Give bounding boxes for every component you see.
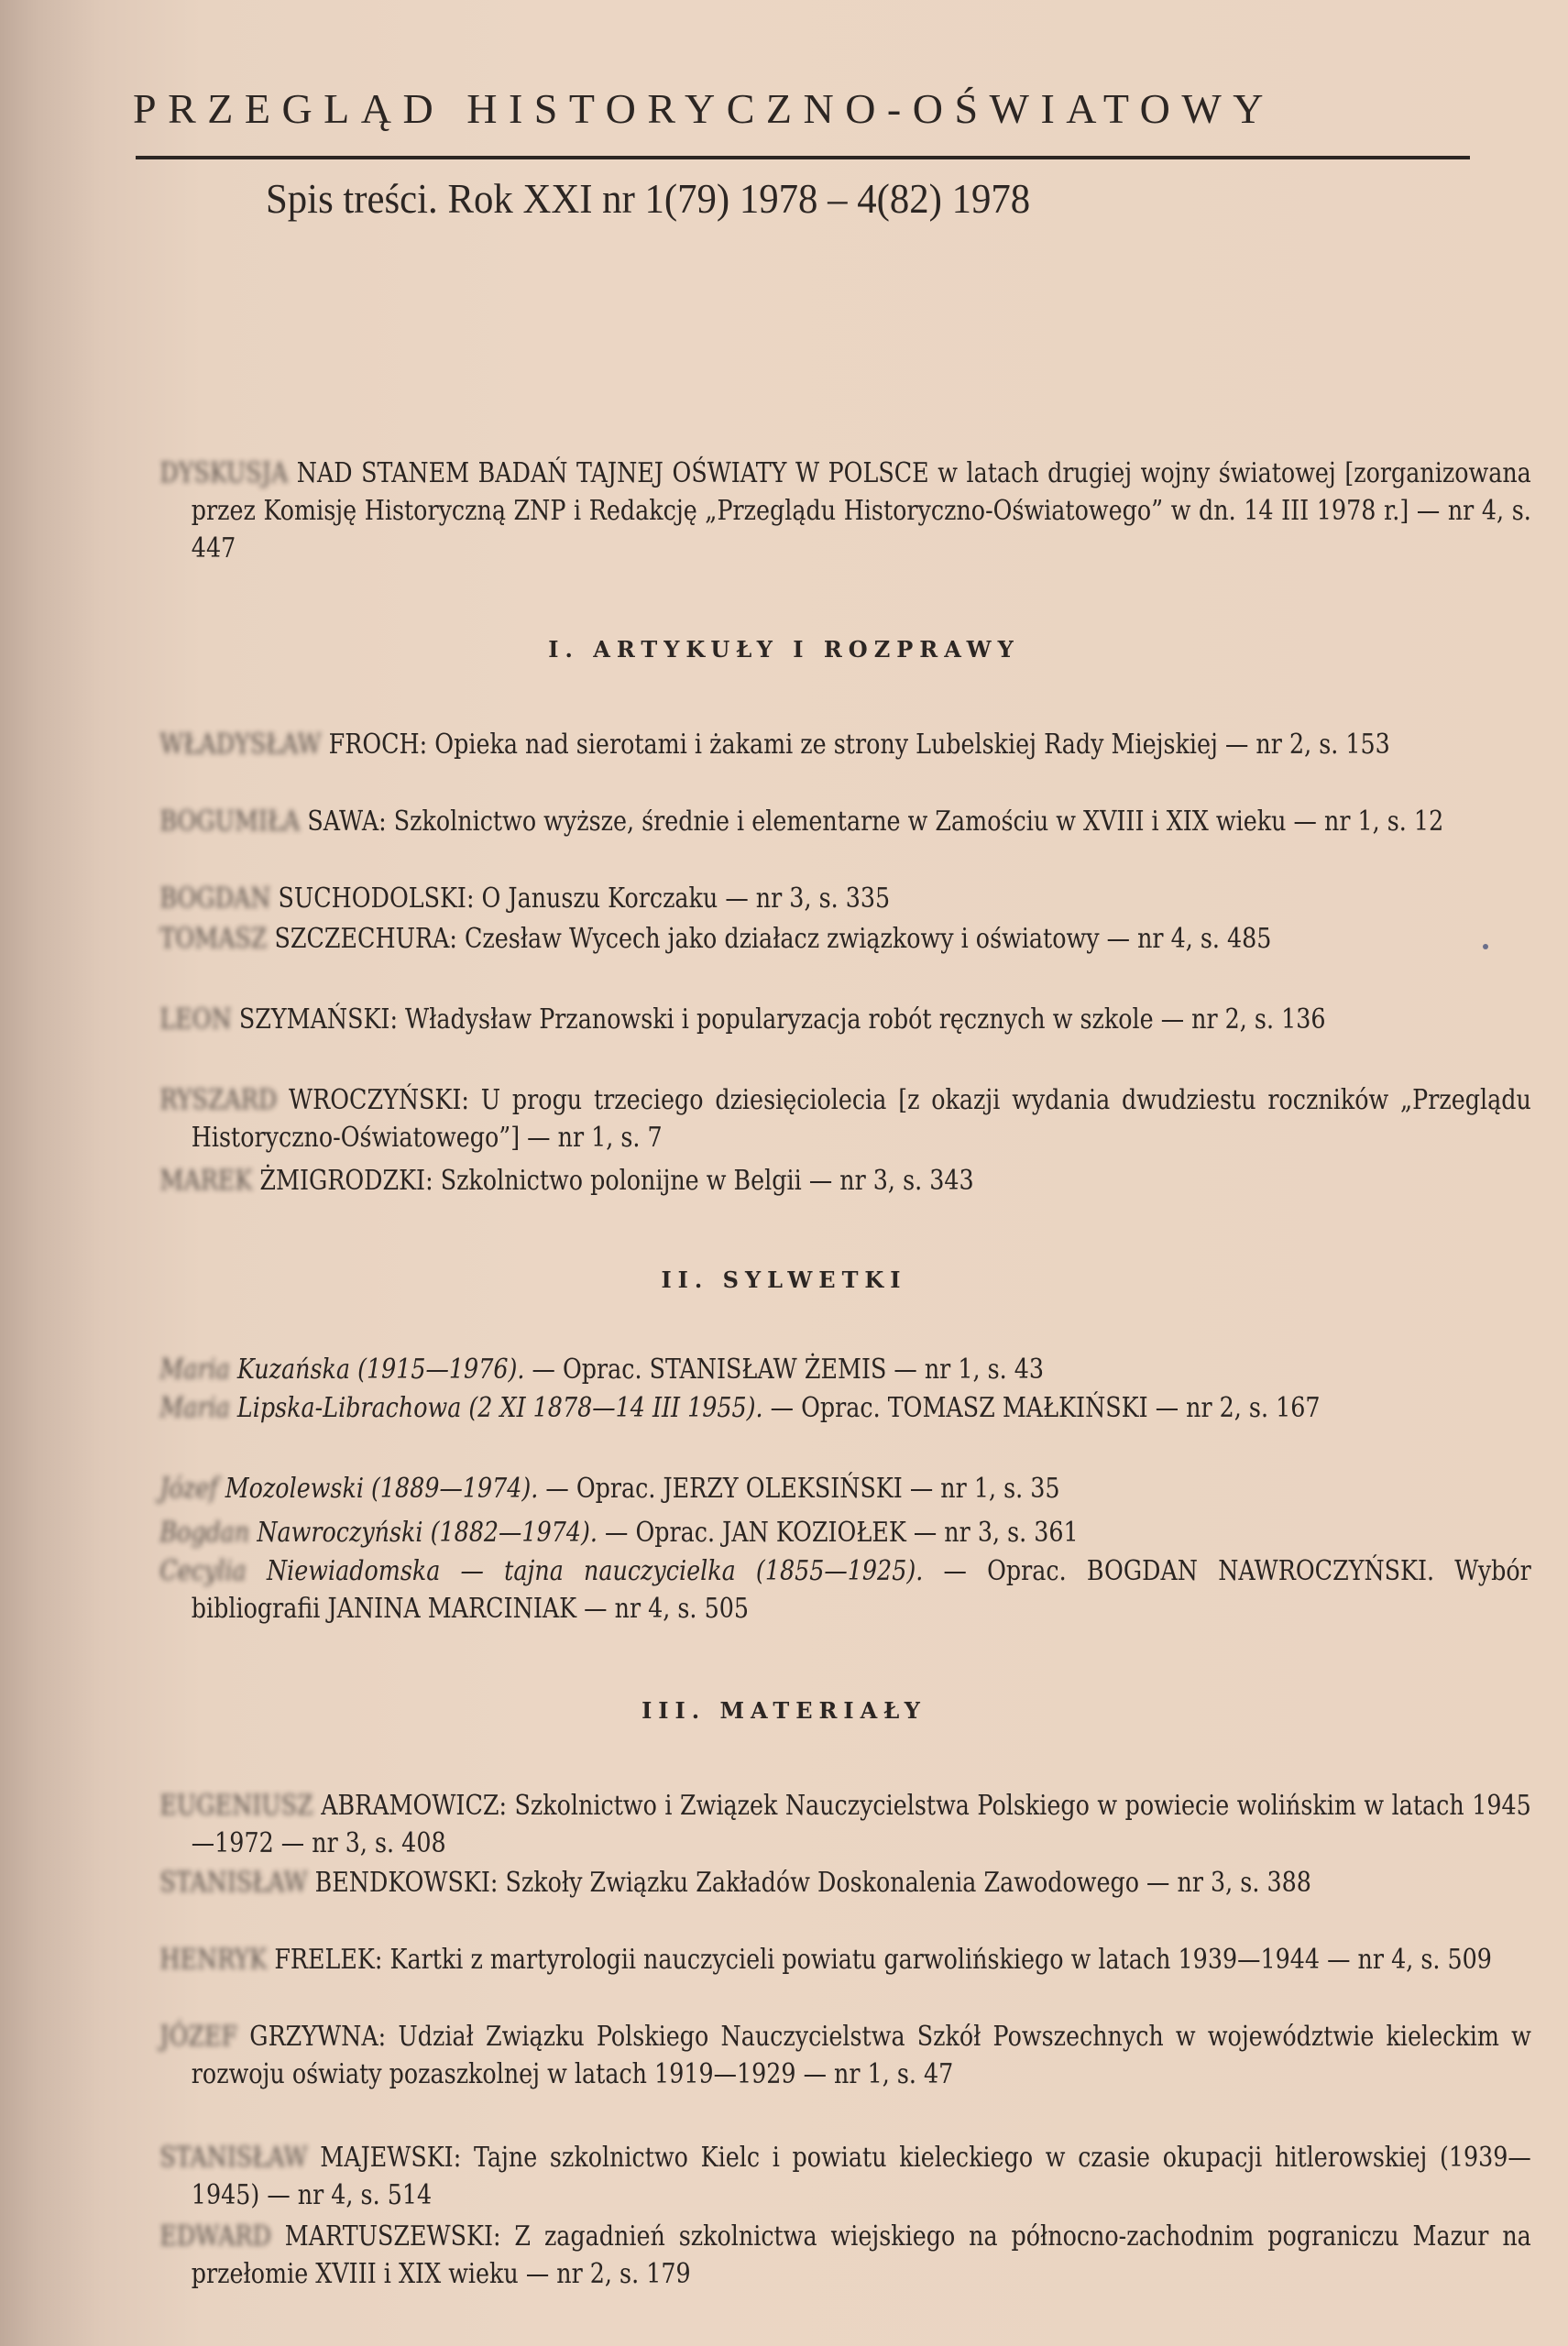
entry-text: SUCHODOLSKI: O Januszu Korczaku — nr 3, s. 335 bbox=[270, 882, 891, 914]
toc-entry bbox=[128, 1081, 1531, 1157]
toc-entry bbox=[128, 920, 1499, 958]
toc-entry bbox=[128, 803, 1499, 840]
entry-text: ŻMIGRODZKI: Szkolnictwo polonijne w Belgii — nr 3, s. 343 bbox=[252, 1165, 974, 1196]
toc-entry bbox=[128, 1864, 1499, 1902]
toc-entry bbox=[128, 1787, 1531, 1862]
toc-entry bbox=[128, 2139, 1531, 2214]
journal-title: PRZEGLĄD HISTORYCZNO-OŚWIATOWY bbox=[133, 85, 1276, 132]
title-rule bbox=[136, 156, 1470, 159]
entry-text: SZCZECHURA: Czesław Wycech jako działacz związkowy i oświatowy — nr 4, s. 485 bbox=[267, 923, 1272, 954]
subject-name: Nawroczyński (1882—1974). bbox=[249, 1517, 598, 1548]
entry-text: ABRAMOWICZ: Szkolnictwo i Związek Nauczycielstwa Polskiego w powiecie wolińskim w latach 1945—1972 — nr 3, s. 408 bbox=[191, 1790, 1531, 1858]
subject-name: Niewiadomska — tajna nauczycielka (1855—1925). bbox=[246, 1555, 924, 1586]
subject-first-name: Maria bbox=[159, 1392, 230, 1423]
author-first-name: STANISŁAW bbox=[159, 2142, 308, 2173]
author-first-name: BOGDAN bbox=[159, 882, 271, 914]
entry-text: — Oprac. BOGDAN NAWROCZYŃSKI. Wybór bibliografii JANINA MARCINIAK — nr 4, s. 505 bbox=[191, 1555, 1531, 1624]
subject-name: Lipska-Librachowa (2 XI 1878—14 III 1955). bbox=[229, 1392, 763, 1423]
author-first-name: MAREK bbox=[159, 1165, 253, 1196]
toc-entry bbox=[128, 1389, 1499, 1427]
toc-subtitle: Spis treści. Rok XXI nr 1(79) 1978 – 4(82) 1978 bbox=[266, 175, 1031, 222]
subject-first-name: Józef bbox=[159, 1473, 218, 1504]
entry-text: MAJEWSKI: Tajne szkolnictwo Kielc i powiatu kieleckiego w czasie okupacji hitlerowskiej (1939—1945) — nr 4, s. 514 bbox=[191, 2142, 1531, 2210]
section-heading-articles: I. ARTYKUŁY I ROZPRAWY bbox=[548, 636, 1020, 663]
toc-entry bbox=[128, 1552, 1531, 1628]
toc-entry bbox=[128, 726, 1499, 763]
toc-entry bbox=[128, 1941, 1499, 1979]
entry-text: GRZYWNA: Udział Związku Polskiego Nauczycielstwa Szkół Powszechnych w województwie kieleckim w rozwoju oświaty pozaszkolnej w latach 1919—1929 — nr 1, s. 47 bbox=[191, 2021, 1531, 2089]
section-heading-profiles: II. SYLWETKI bbox=[661, 1266, 907, 1293]
entry-text: WROCZYŃSKI: U progu trzeciego dziesięciolecia [z okazji wydania dwudziestu roczników „Przeglądu Historyczno-Oświatowego”] — nr 1, s. 7 bbox=[191, 1084, 1531, 1153]
author-first-name: RYSZARD bbox=[159, 1084, 278, 1115]
entry-text: BENDKOWSKI: Szkoły Związku Zakładów Doskonalenia Zawodowego — nr 3, s. 388 bbox=[307, 1867, 1311, 1898]
author-first-name: BOGUMIŁA bbox=[159, 806, 301, 837]
section-heading-materials: III. MATERIAŁY bbox=[641, 1697, 927, 1724]
ink-speck bbox=[1483, 944, 1488, 949]
toc-entry-discussion bbox=[128, 455, 1531, 567]
entry-text: — Oprac. JERZY OLEKSIŃSKI — nr 1, s. 35 bbox=[538, 1473, 1060, 1504]
entry-text: MARTUSZEWSKI: Z zagadnień szkolnictwa wiejskiego na północno-zachodnim pograniczu Mazur na przełomie XVIII i XIX wieku — nr 2, s. 179 bbox=[191, 2220, 1531, 2289]
toc-entry bbox=[128, 1351, 1499, 1388]
toc-entry bbox=[128, 1470, 1499, 1507]
subject-first-name: Cecylia bbox=[159, 1555, 247, 1586]
entry-text: — Oprac. TOMASZ MAŁKIŃSKI — nr 2, s. 167 bbox=[762, 1392, 1321, 1423]
subject-name: Mozolewski (1889—1974). bbox=[217, 1473, 539, 1504]
toc-entry bbox=[128, 1162, 1499, 1200]
subject-first-name: Maria bbox=[159, 1354, 230, 1385]
author-first-name: JÓZEF bbox=[159, 2021, 238, 2052]
author-first-name: LEON bbox=[159, 1003, 232, 1035]
author-first-name: WŁADYSŁAW bbox=[159, 729, 322, 760]
toc-entry bbox=[128, 1001, 1499, 1038]
author-first-name: STANISŁAW bbox=[159, 1867, 308, 1898]
author-first-name: HENRYK bbox=[159, 1944, 268, 1975]
entry-text: NAD STANEM BADAŃ TAJNEJ OŚWIATY W POLSCE w latach drugiej wojny światowej [zorganizowana przez Komisję Historyczną ZNP i Redakcję „Przeglądu Historyczno-Oświatowego” w dn. 14 III 1978 r.] — nr 4, s. 447 bbox=[191, 457, 1531, 564]
entry-lead-blurred: DYSKUSJA bbox=[159, 457, 289, 488]
author-first-name: TOMASZ bbox=[159, 923, 268, 954]
entry-text: — Oprac. STANISŁAW ŻEMIS — nr 1, s. 43 bbox=[524, 1354, 1045, 1385]
entry-text: SAWA: Szkolnictwo wyższe, średnie i elementarne w Zamościu w XVIII i XIX wieku — nr 1, s. 12 bbox=[300, 806, 1444, 837]
toc-entry bbox=[128, 2018, 1531, 2093]
entry-text: FRELEK: Kartki z martyrologii nauczycieli powiatu garwolińskiego w latach 1939—1944 — nr 4, s. 509 bbox=[267, 1944, 1492, 1975]
toc-entry bbox=[128, 2218, 1531, 2293]
subject-first-name: Bogdan bbox=[159, 1517, 250, 1548]
entry-text: SZYMAŃSKI: Władysław Przanowski i popularyzacja robót ręcznych w szkole — nr 2, s. 136 bbox=[231, 1003, 1326, 1035]
toc-entry bbox=[128, 1514, 1499, 1551]
subject-name: Kuzańska (1915—1976). bbox=[229, 1354, 525, 1385]
author-first-name: EDWARD bbox=[159, 2220, 271, 2252]
entry-text: FROCH: Opieka nad sierotami i żakami ze strony Lubelskiej Rady Miejskiej — nr 2, s. 153 bbox=[321, 729, 1390, 760]
entry-text: — Oprac. JAN KOZIOŁEK — nr 3, s. 361 bbox=[597, 1517, 1079, 1548]
toc-entry bbox=[128, 880, 1499, 917]
author-first-name: EUGENIUSZ bbox=[159, 1790, 313, 1821]
